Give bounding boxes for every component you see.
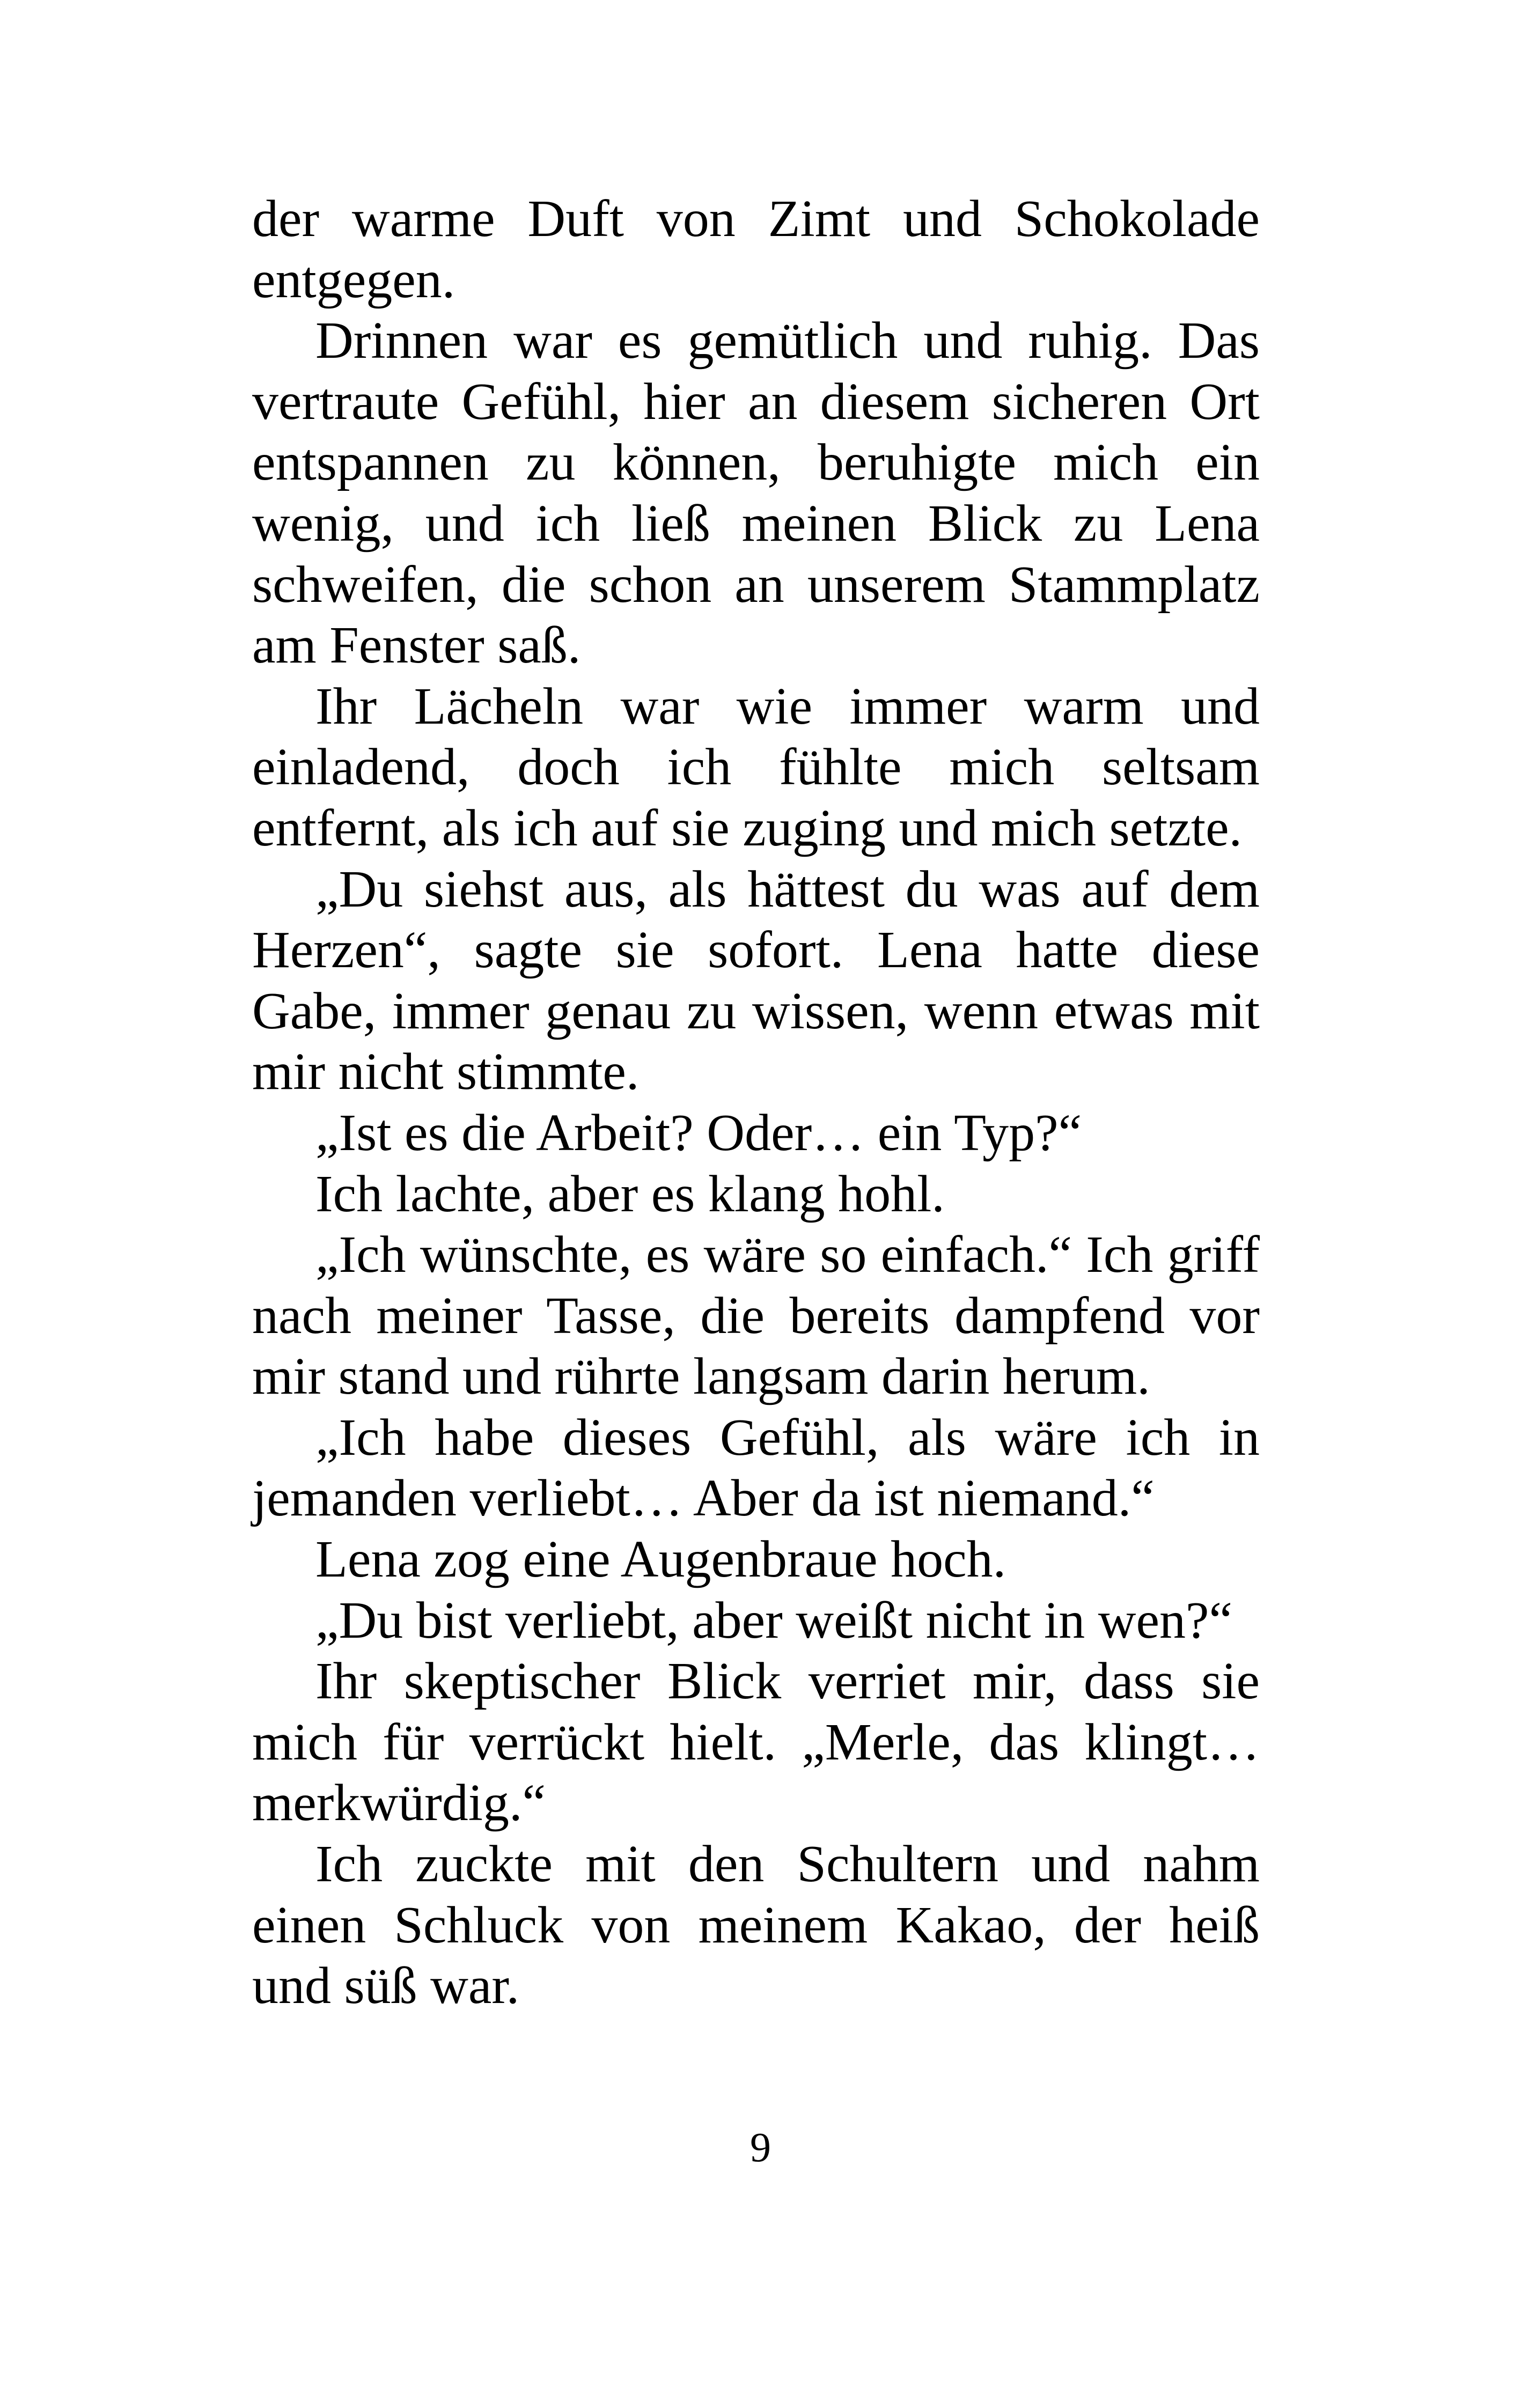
paragraph: Lena zog eine Augenbraue hoch.	[315, 1530, 1006, 1589]
paragraph: „Ich habe dieses Gefühl, als wäre ich in jemanden verliebt… Aber da ist niemand.“	[252, 1408, 1260, 1528]
paragraph: der warme Duft von Zimt und Schokolade entgegen.	[252, 190, 1260, 309]
paragraph: Ihr Lächeln war wie immer warm und einladend, doch ich fühlte mich seltsam entfernt, als ich auf sie zuging und mich setzte.	[252, 677, 1260, 857]
page-number: 9	[750, 2124, 771, 2170]
paragraph: Drinnen war es gemütlich und ruhig. Das vertraute Gefühl, hier an diesem sicheren Ort entspannen zu können, beruhigte mich ein wenig, und ich ließ meinen Blick zu Lena schweifen, die schon an unserem Stammplatz am Fenster saß.	[252, 312, 1260, 675]
body-text	[252, 189, 1260, 2017]
paragraph: „Ist es die Arbeit? Oder… ein Typ?“	[315, 1103, 1082, 1162]
paragraph: Ich zuckte mit den Schultern und nahm einen Schluck von meinem Kakao, der heiß und süß war.	[252, 1835, 1260, 2015]
paragraph: „Du bist verliebt, aber weißt nicht in wen?“	[315, 1591, 1232, 1649]
paragraph: „Du siehst aus, als hättest du was auf dem Herzen“, sagte sie sofort. Lena hatte diese Gabe, immer genau zu wissen, wenn etwas mit mir nicht stimmte.	[252, 860, 1260, 1101]
paragraph: „Ich wünschte, es wäre so einfach.“ Ich griff nach meiner Tasse, die bereits dampfend vor mir stand und rührte langsam darin herum.	[252, 1226, 1260, 1406]
paragraph: Ich lachte, aber es klang hohl.	[315, 1165, 945, 1223]
paragraph: Ihr skeptischer Blick verriet mir, dass sie mich für verrückt hielt. „Merle, das klingt… merkwürdig.“	[252, 1652, 1260, 1832]
